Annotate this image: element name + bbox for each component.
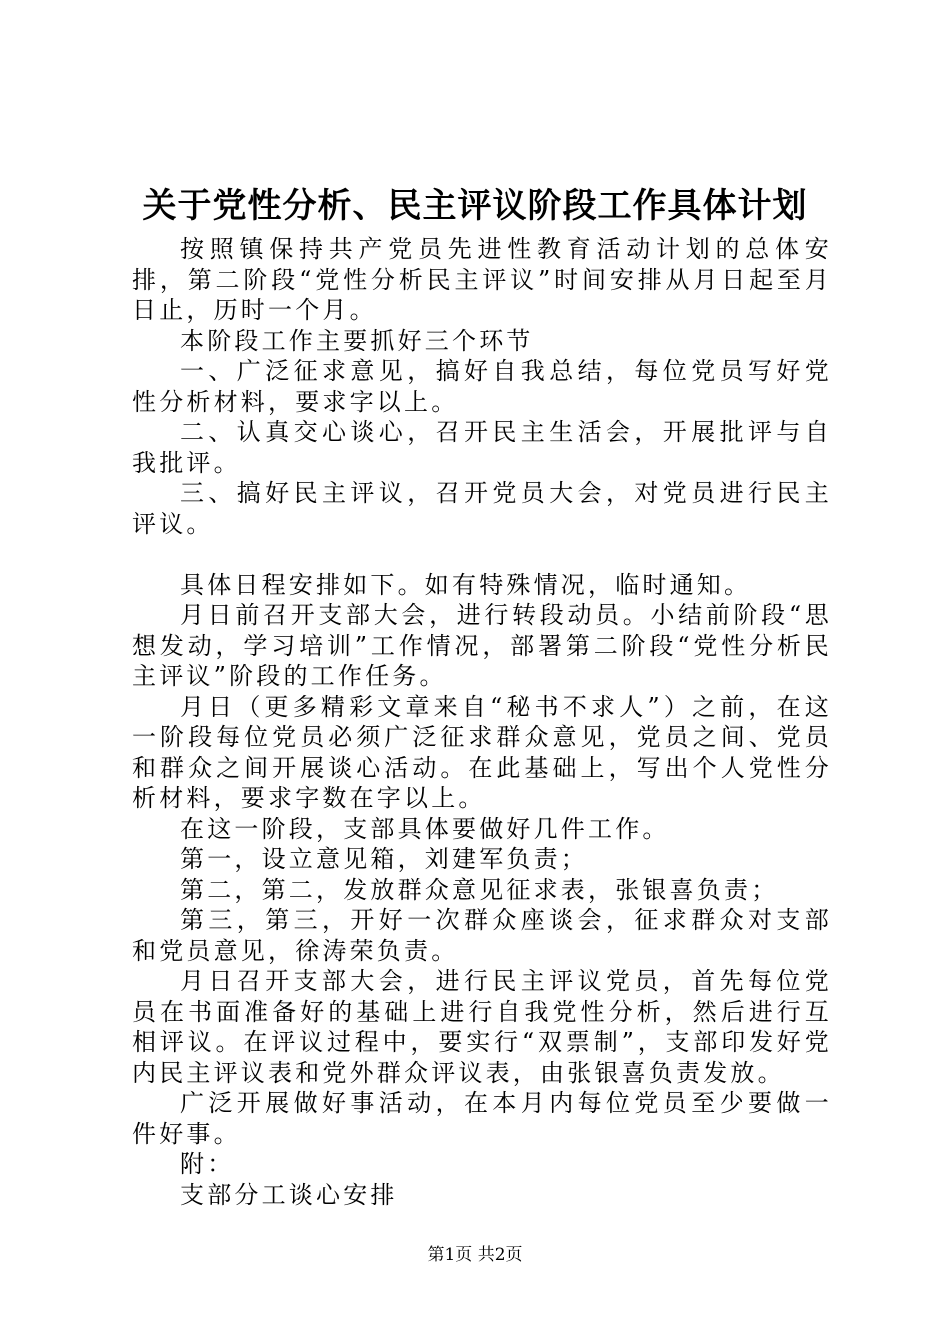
paragraph-schedule-3: 月日召开支部大会，进行民主评议党员，首先每位党员在书面准备好的基础上进行自我党性分析，然后进行互相评议。在评议过程中，要实行“双票制”，支部印发好党内民主评议表和党外群众评议表，由张银喜负责发放。: [132, 967, 832, 1087]
document-title: 关于党性分析、民主评议阶段工作具体计划: [142, 186, 808, 226]
paragraph-schedule-2: 月日（更多精彩文章来自“秘书不求人”）之前，在这一阶段每位党员必须广泛征求群众意见，党员之间、党员和群众之间开展谈心活动。在此基础上，写出个人党性分析材料，要求字数在字以上。: [132, 692, 832, 812]
paragraph-branch-work: 在这一阶段，支部具体要做好几件工作。: [180, 814, 670, 843]
paragraph-item-1: 一、广泛征求意见，搞好自我总结，每位党员写好党性分析材料，要求字以上。: [132, 357, 832, 416]
paragraph-good-deeds: 广泛开展做好事活动，在本月内每位党员至少要做一件好事。: [132, 1089, 832, 1148]
paragraph-item-2: 二、认真交心谈心，召开民主生活会，开展批评与自我批评。: [132, 418, 832, 477]
paragraph-task-3: 第三，第三，开好一次群众座谈会，征求群众对支部和党员意见，徐涛荣负责。: [132, 906, 832, 965]
paragraph-appendix-label: 附：: [180, 1150, 235, 1178]
paragraph-item-3: 三、搞好民主评议，召开党员大会，对党员进行民主评议。: [132, 479, 832, 538]
paragraph-schedule-1: 月日前召开支部大会，进行转段动员。小结前阶段“思想发动，学习培训”工作情况，部署第二阶段“党性分析民主评议”阶段的工作任务。: [132, 601, 832, 690]
paragraph-stage-focus: 本阶段工作主要抓好三个环节: [180, 326, 534, 355]
paragraph-blank: [132, 539, 832, 570]
paragraph-schedule-intro: 具体日程安排如下。如有特殊情况，临时通知。: [180, 570, 752, 599]
page-number-footer: 第1页 共2页: [427, 1245, 523, 1265]
document-body: [132, 234, 832, 1210]
paragraph-task-2: 第二，第二，发放群众意见征求表，张银喜负责；: [180, 875, 779, 904]
paragraph-intro: 按照镇保持共产党员先进性教育活动计划的总体安排，第二阶段“党性分析民主评议”时间安排从月日起至月日止，历时一个月。: [132, 235, 832, 324]
paragraph-appendix-item: 支部分工谈心安排: [180, 1180, 398, 1209]
paragraph-task-1: 第一，设立意见箱，刘建军负责；: [180, 845, 588, 873]
